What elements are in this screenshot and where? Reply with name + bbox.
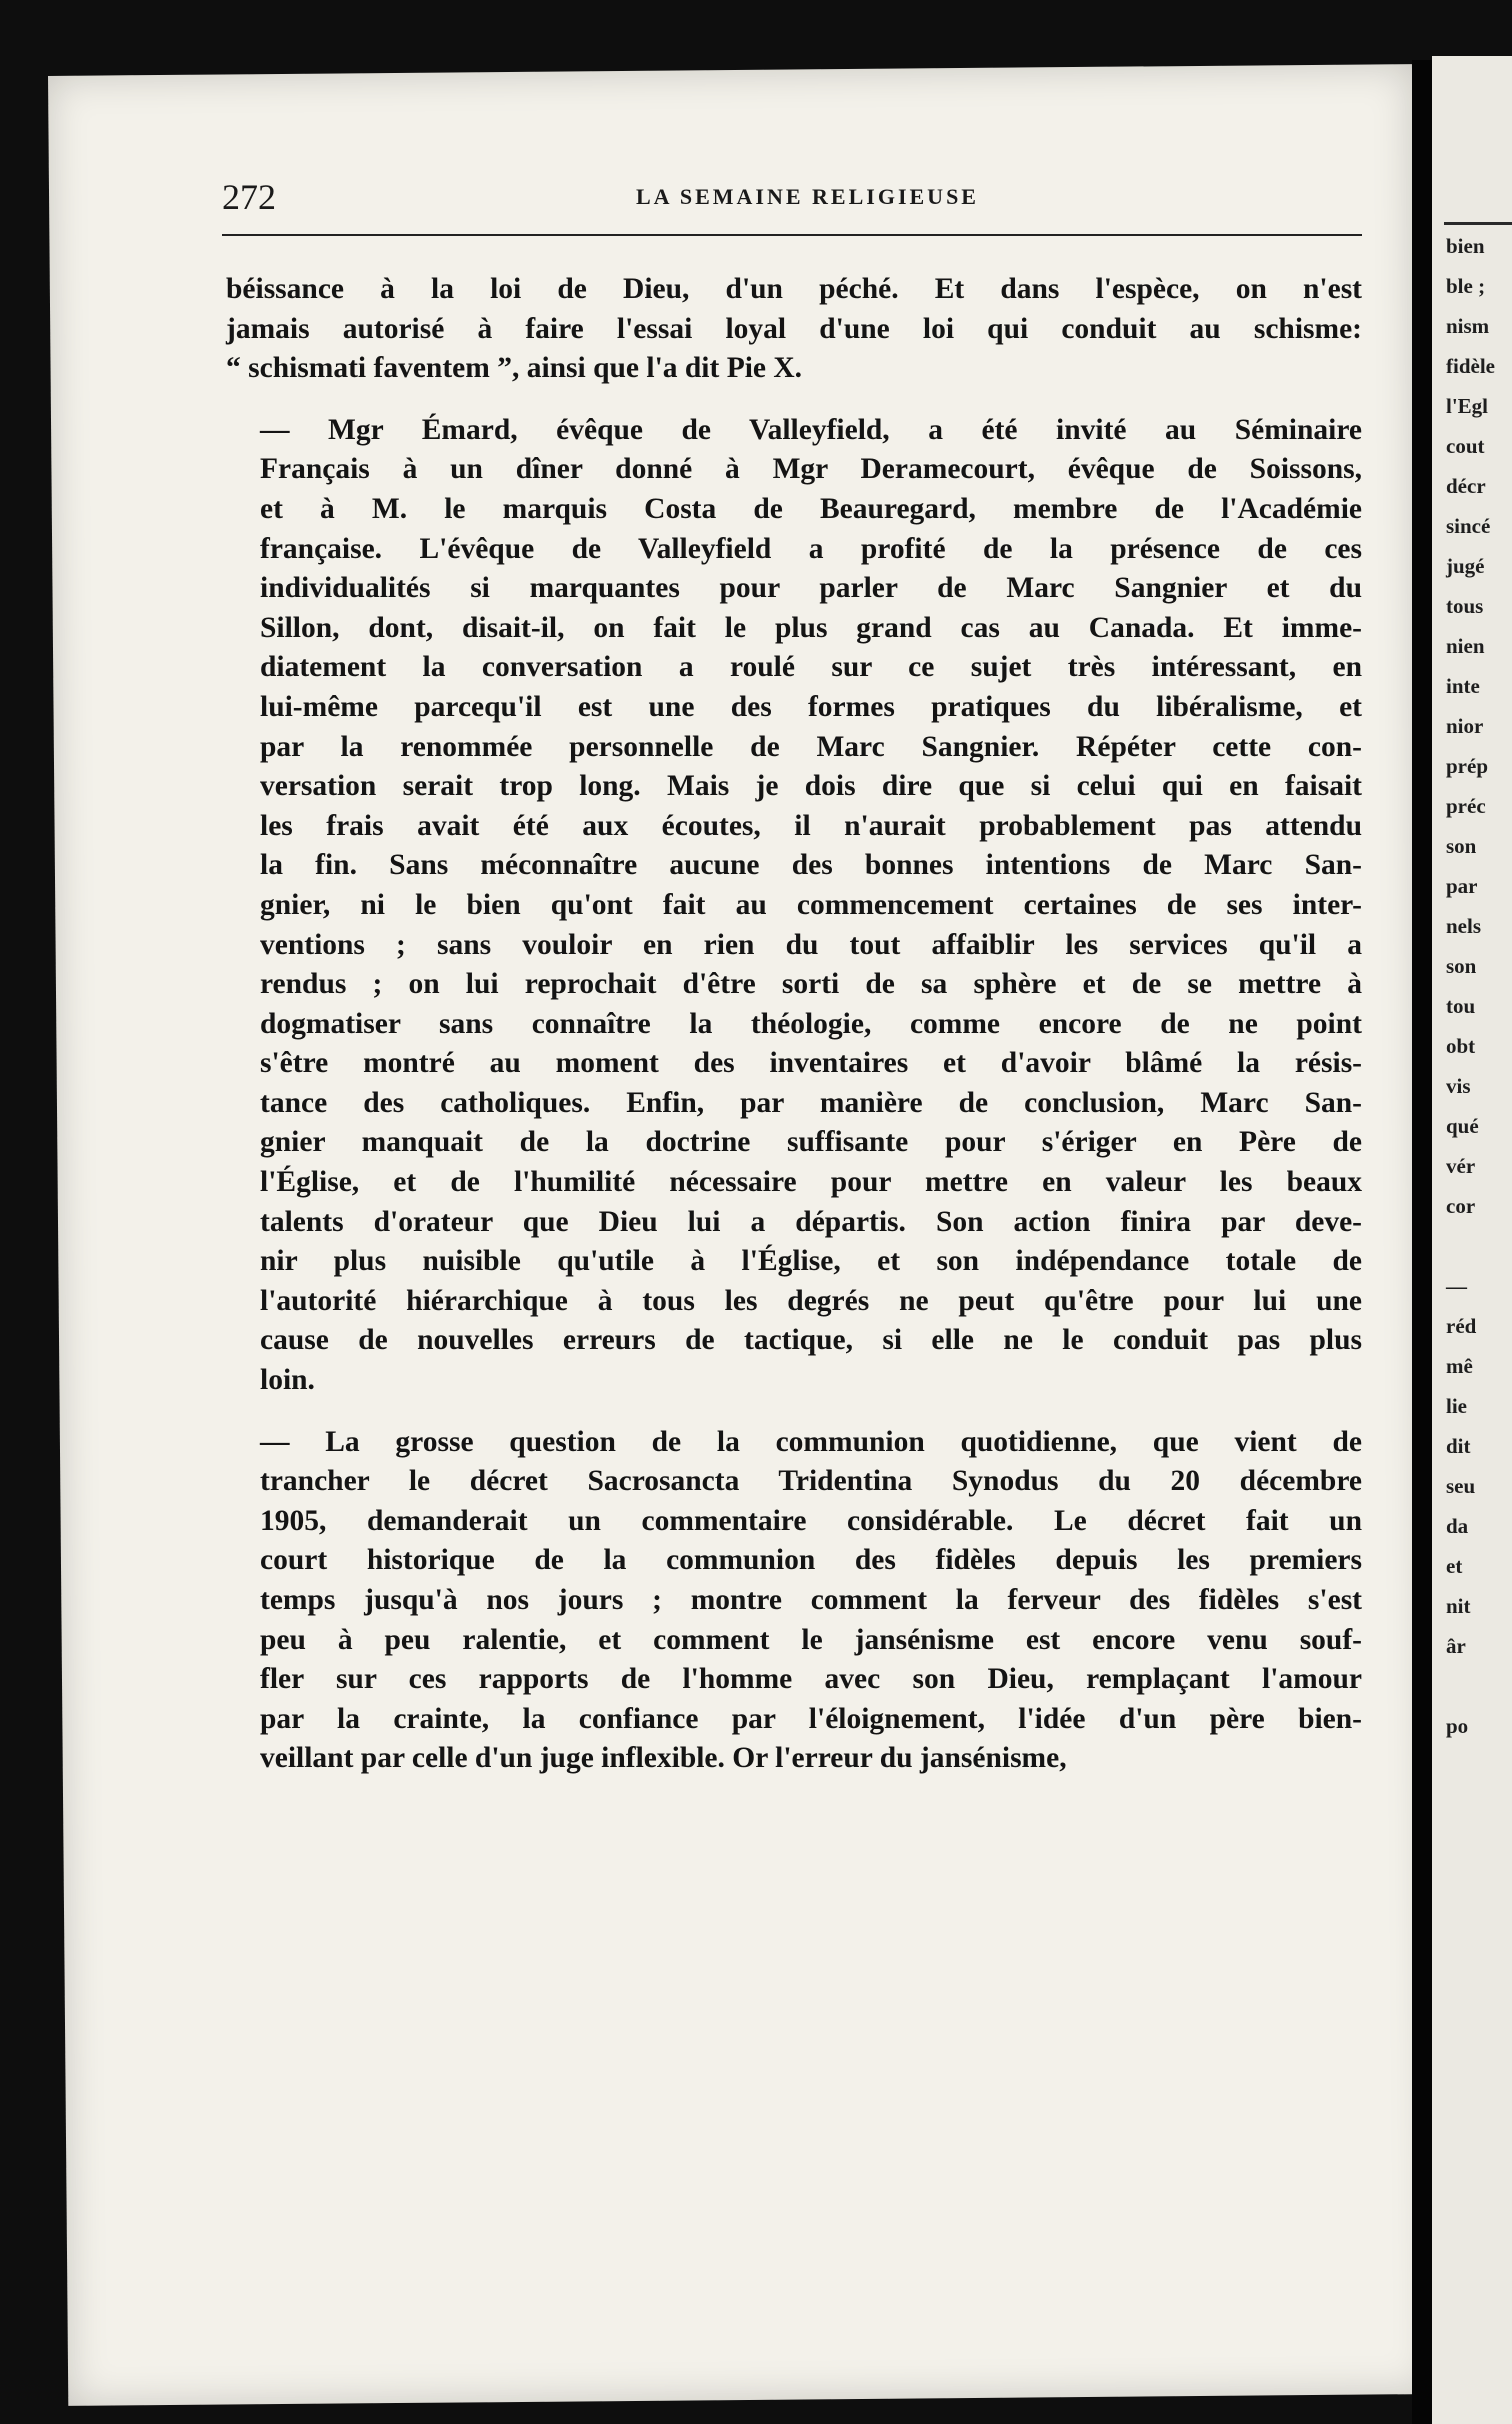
text-line: la fin. Sans méconnaître aucune des bonnes intentions de Marc San- [260,849,1362,882]
text-line: béissance à la loi de Dieu, d'un péché. Et dans l'espèce, on n'est [226,273,1362,305]
text-line: Français à un dîner donné à Mgr Deramecourt, évêque de Soissons, [260,453,1362,486]
text-line: cause de nouvelles erreurs de tactique, si elle ne le conduit pas plus [260,1324,1362,1357]
text-line: temps jusqu'à nos jours ; montre comment la ferveur des fidèles s'est [260,1584,1362,1616]
paragraph-daily-communion [226,1423,1362,1779]
text-line: loin. [260,1364,315,1397]
text-line: les frais avait été aux écoutes, il n'aurait probablement pas attendu [260,809,1362,842]
facing-page-fragment: tou [1446,994,1476,1018]
paragraph-continuation [226,270,1362,389]
text-line: par la crainte, la confiance par l'éloignement, l'idée d'un père bien- [260,1702,1362,1735]
running-title: LA SEMAINE RELIGIEUSE [636,184,979,209]
facing-page-fragment: nior [1446,714,1484,738]
text-line: ventions ; sans vouloir en rien du tout affaiblir les services qu'il a [260,928,1362,961]
header-rule [222,234,1362,236]
facing-page-fragment: et [1446,1554,1463,1578]
text-line: gnier manquait de la doctrine suffisante pour s'ériger en Père de [260,1126,1362,1159]
facing-page-fragment: seu [1446,1474,1476,1498]
text-line: gnier, ni le bien qu'ont fait au commencement certaines de ses inter- [260,888,1362,921]
text-line: nir plus nuisible qu'utile à l'Église, et son indépendance totale de [260,1245,1362,1278]
text-line: l'autorité hiérarchique à tous les degrés ne peut qu'être pour lui une [260,1284,1362,1317]
text-line: versation serait trop long. Mais je dois dire que si celui qui en faisait [260,770,1362,803]
text-line: trancher le décret Sacrosancta Tridentina Synodus du 20 décembre [260,1465,1362,1498]
facing-page-fragment: cor [1446,1194,1476,1218]
facing-page-fragment: cout [1446,434,1485,458]
facing-page-fragment: mê [1446,1354,1473,1378]
facing-page-fragment: vis [1446,1074,1471,1098]
facing-page-fragment: da [1446,1514,1469,1538]
facing-page-fragment: tous [1446,594,1484,618]
facing-page-fragment: nit [1446,1594,1471,1618]
text-line: “ schismati faventem ”, ainsi que l'a dit Pie X. [226,352,803,385]
facing-page-fragment: nels [1446,914,1482,938]
text-line: court historique de la communion des fidèles depuis les premiers [260,1544,1362,1577]
text-line: et à M. le marquis Costa de Beauregard, membre de l'Académie [260,492,1362,525]
facing-page-fragment: nism [1446,314,1490,338]
page-number: 272 [222,177,276,217]
text-line: s'être montré au moment des inventaires et d'avoir blâmé la résis- [260,1047,1362,1080]
paragraph-emard-dinner [226,411,1362,1401]
facing-page-fragment: inte [1446,674,1480,698]
facing-page-fragment: l'Egl [1446,394,1489,418]
facing-page-fragment: âr [1446,1634,1466,1658]
text-line: veillant par celle d'un juge inflexible. Or l'erreur du jansénisme, [260,1742,1067,1775]
facing-page-fragment: vér [1446,1154,1476,1178]
facing-page-fragment: par [1446,874,1478,898]
text-line: jamais autorisé à faire l'essai loyal d'une loi qui conduit au schisme: [226,312,1362,345]
text-line: — Mgr Émard, évêque de Valleyfield, a été invité au Séminaire [260,413,1362,446]
text-line: rendus ; on lui reprochait d'être sorti de sa sphère et de se mettre à [260,968,1362,1001]
facing-page-fragment: bien [1446,234,1485,258]
facing-page-edge [1432,56,1512,2424]
text-line: — La grosse question de la communion quotidienne, que vient de [260,1425,1362,1458]
facing-page-fragment: préc [1446,794,1486,818]
text-line: lui-même parcequ'il est une des formes pratiques du libéralisme, et [260,690,1362,723]
facing-page-fragment: obt [1446,1034,1476,1058]
facing-page-fragment: dit [1446,1434,1471,1458]
facing-page-rule [1444,222,1512,225]
text-line: diatement la conversation a roulé sur ce sujet très intéressant, en [260,651,1362,684]
facing-page-fragment: jugé [1446,554,1485,578]
facing-page-fragment: — [1446,1274,1467,1298]
facing-page-fragment: qué [1446,1114,1479,1138]
page-header [222,176,1362,236]
facing-page-fragment: sincé [1446,514,1491,538]
text-line: l'Église, et de l'humilité nécessaire pour mettre en valeur les beaux [260,1166,1362,1199]
facing-page-fragment: son [1446,954,1477,978]
text-line: par la renommée personnelle de Marc Sangnier. Répéter cette con- [260,730,1362,763]
facing-page-fragment: po [1446,1714,1469,1738]
body-text [226,270,1362,1779]
text-line: individualités si marquantes pour parler de Marc Sangnier et du [260,572,1362,605]
text-line: tance des catholiques. Enfin, par manière de conclusion, Marc San- [260,1086,1362,1119]
text-line: talents d'orateur que Dieu lui a départis. Son action finira par deve- [260,1205,1362,1238]
book-gutter [1412,60,1432,2424]
text-line: 1905, demanderait un commentaire considérable. Le décret fait un [260,1504,1362,1537]
facing-page-fragment: ble ; [1446,274,1486,298]
facing-page-fragment: réd [1446,1314,1477,1338]
facing-page-fragment: fidèle [1446,354,1495,378]
text-line: peu à peu ralentie, et comment le jansénisme est encore venu souf- [260,1623,1362,1656]
facing-page-fragment: prép [1446,754,1488,778]
text-line: fler sur ces rapports de l'homme avec son Dieu, remplaçant l'amour [260,1663,1362,1696]
facing-page-fragment: lie [1446,1394,1467,1418]
facing-page-fragment: nien [1446,634,1485,658]
facing-page-fragment: son [1446,834,1477,858]
text-line: Sillon, dont, disait-il, on fait le plus grand cas au Canada. Et imme- [260,611,1362,644]
facing-page-fragment: décr [1446,474,1486,498]
text-line: dogmatiser sans connaître la théologie, comme encore de ne point [260,1007,1362,1040]
text-line: française. L'évêque de Valleyfield a profité de la présence de ces [260,532,1362,565]
